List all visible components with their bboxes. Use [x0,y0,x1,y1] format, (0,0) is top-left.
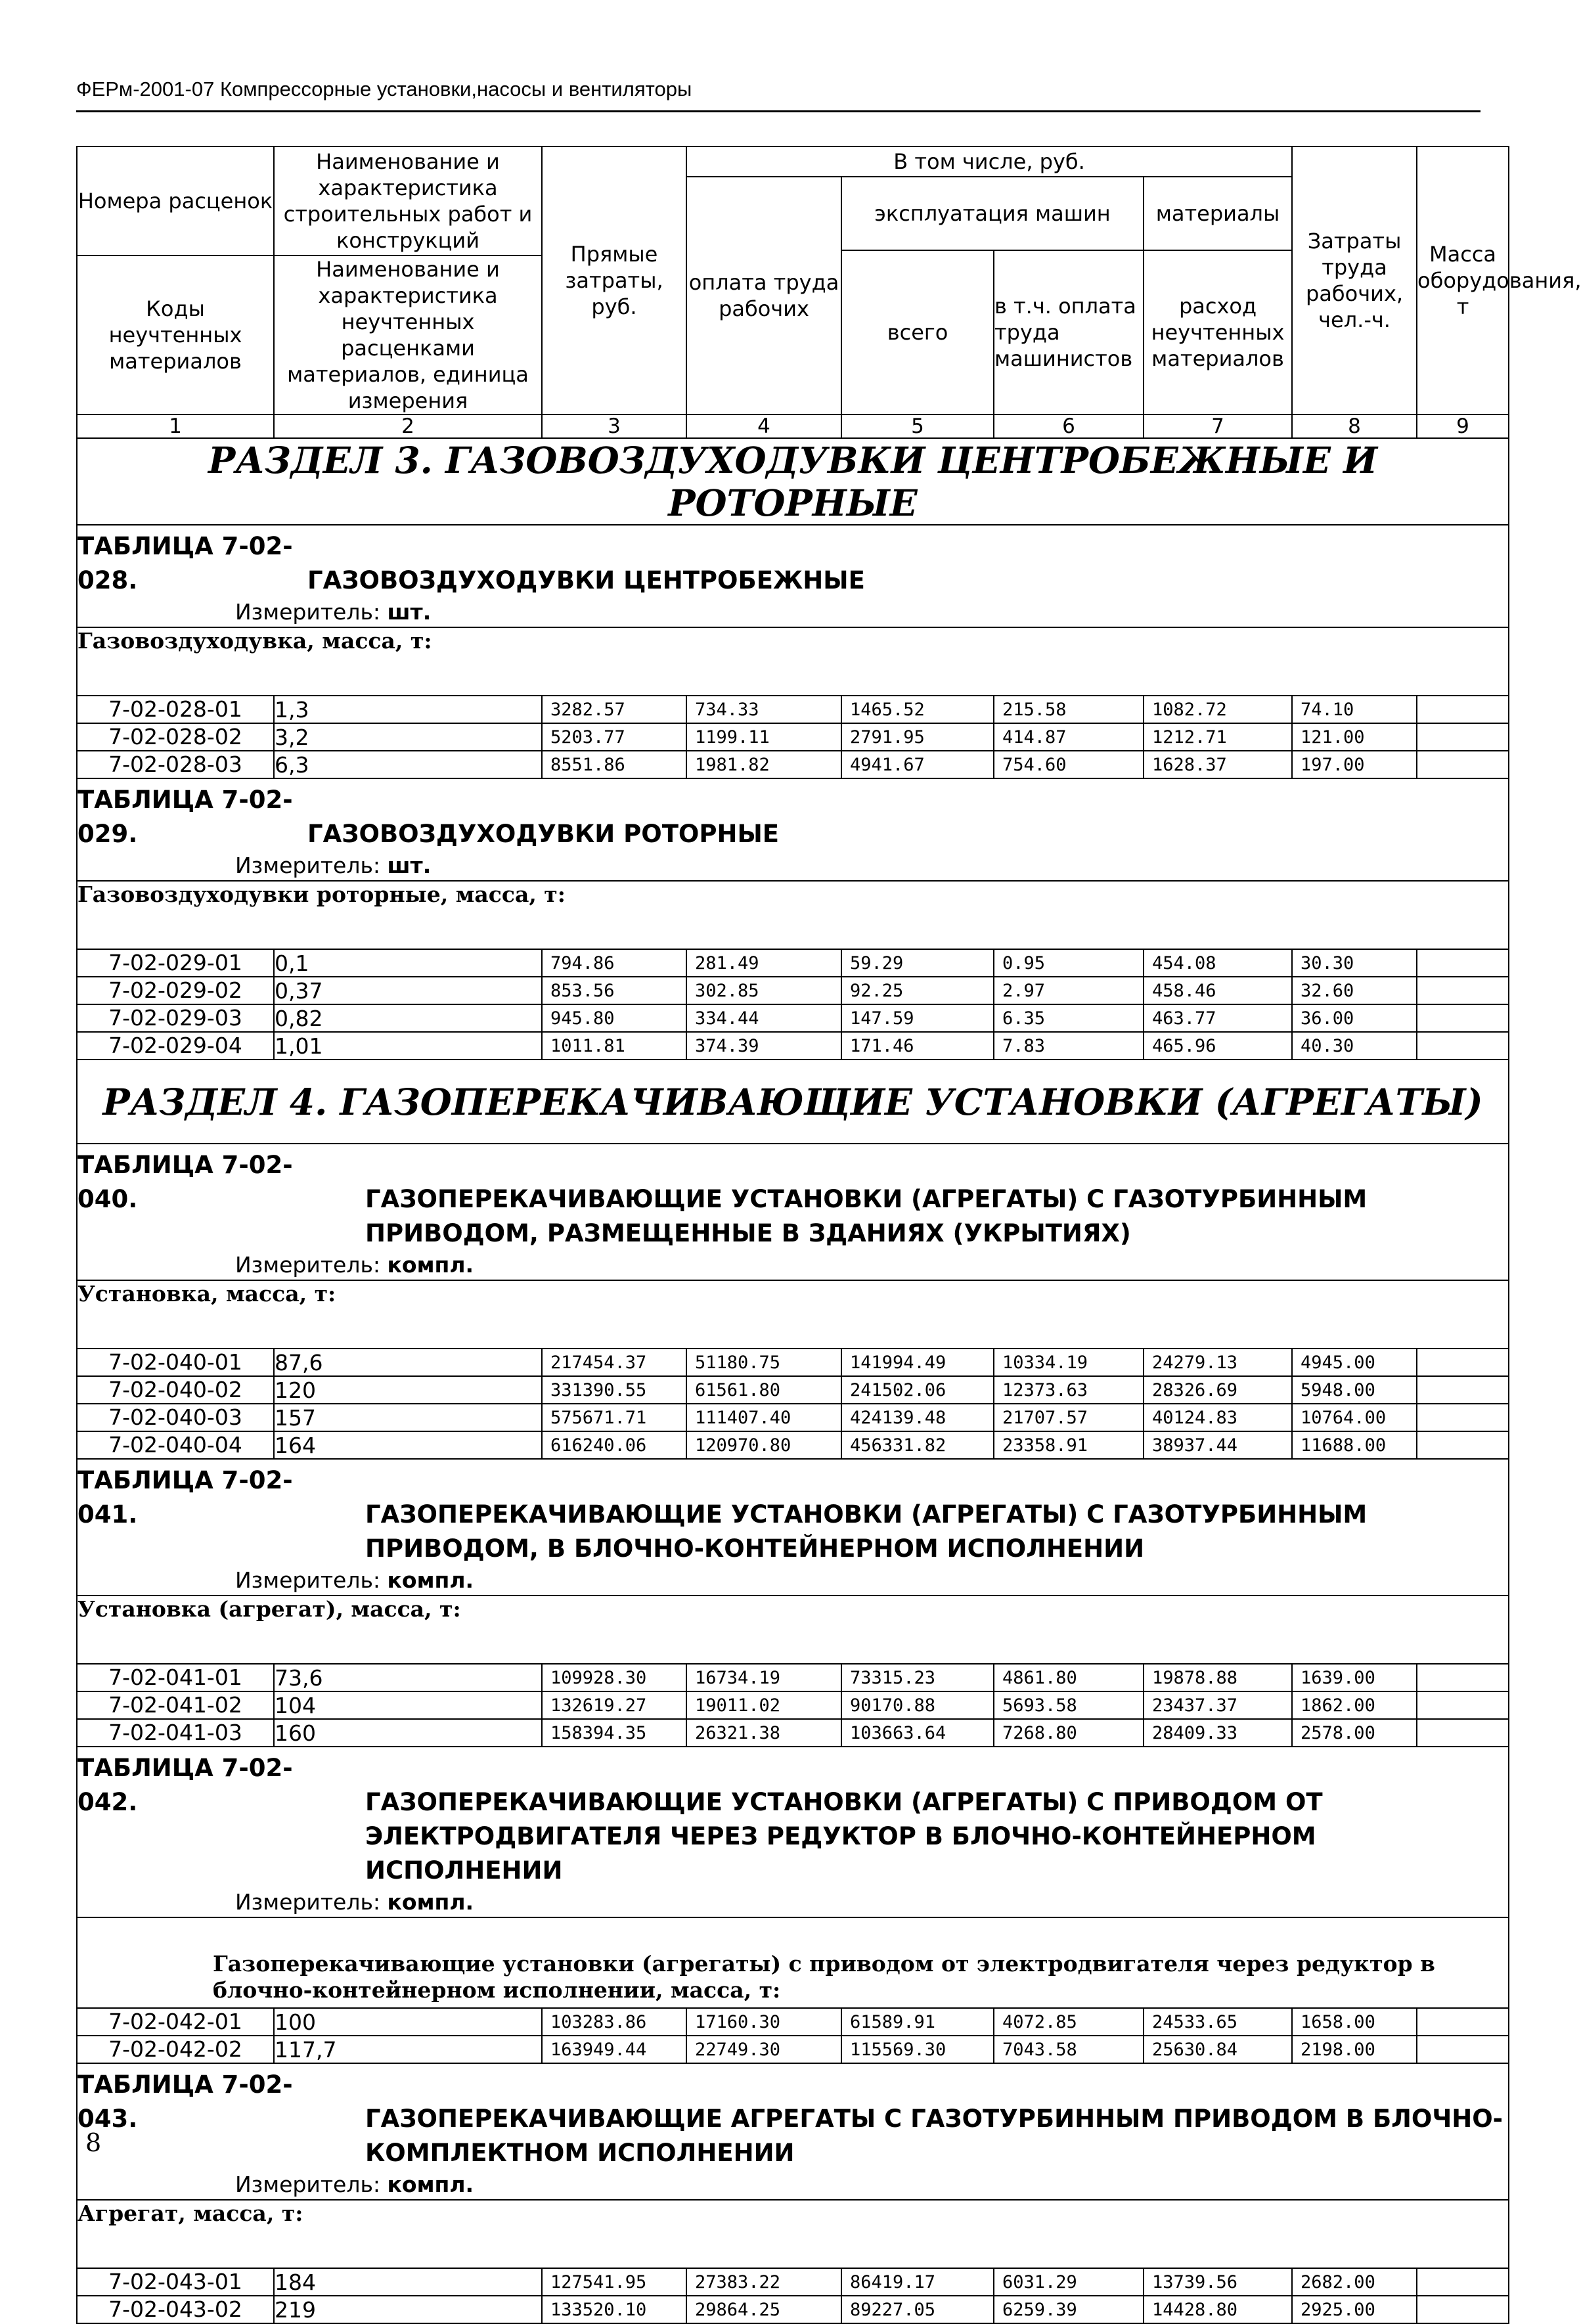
head-material-name: Наименование и характеристика неучтенных расценками материалов, единица измерения [274,256,542,414]
table-title-row [77,1144,1509,1280]
table-title-cell [77,1747,1509,1917]
head-work-name: Наименование и характеристика строительных работ и конструкций [274,146,542,256]
equipment-mass-cell [1417,1431,1509,1459]
rate-parameter: 117,7 [274,2036,542,2063]
rate-parameter: 0,37 [274,977,542,1004]
cell-value: 38937.44 [1144,1431,1292,1459]
equipment-mass-cell [1417,2268,1509,2296]
cell-value: 1465.52 [841,696,994,723]
table-title-cell [77,2063,1509,2200]
head-machines-total: всего [841,250,994,414]
cell-value: 5203.77 [542,723,686,751]
cell-value: 61589.91 [841,2008,994,2036]
column-number: 4 [686,414,841,438]
table-row [77,1404,1509,1431]
rate-code: 7-02-029-03 [77,1004,274,1032]
cell-value: 6.35 [994,1004,1144,1032]
rate-code: 7-02-040-04 [77,1431,274,1459]
table-title-row [77,778,1509,881]
cell-value: 90170.88 [841,1691,994,1719]
equipment-mass-cell [1417,2296,1509,2323]
cell-value: 103663.64 [841,1719,994,1747]
group-row [77,627,1509,696]
cell-value: 2925.00 [1292,2296,1417,2323]
table-meter [78,851,1508,880]
head-worker-pay: оплата труда рабочих [686,177,841,414]
head-equipment-mass: Масса оборудования, т [1417,146,1509,414]
cell-value: 5693.58 [994,1691,1144,1719]
column-number: 7 [1144,414,1292,438]
meter-label: Измеритель: [235,2172,381,2197]
table-row [77,1004,1509,1032]
rate-parameter: 100 [274,2008,542,2036]
table-title [78,1460,1508,1566]
table-code: ТАБЛИЦА 7-02-043. [78,2070,293,2133]
rate-parameter: 73,6 [274,1664,542,1691]
table-title-row [77,525,1509,627]
meter-unit: компл. [387,1567,474,1593]
cell-value: 132619.27 [542,1691,686,1719]
page-number: 8 [85,2128,102,2157]
rate-code: 7-02-040-01 [77,1349,274,1376]
cell-value: 32.60 [1292,977,1417,1004]
cell-value: 40124.83 [1144,1404,1292,1431]
rate-code: 7-02-029-02 [77,977,274,1004]
table-row [77,2296,1509,2323]
rate-parameter: 0,1 [274,949,542,977]
cell-value: 1011.81 [542,1032,686,1060]
equipment-mass-cell [1417,1404,1509,1431]
head-material-codes: Коды неучтенных материалов [77,256,274,414]
rate-parameter: 87,6 [274,1349,542,1376]
cell-value: 1628.37 [1144,751,1292,778]
cell-value: 794.86 [542,949,686,977]
cell-value: 1212.71 [1144,723,1292,751]
group-row [77,1596,1509,1664]
table-row [77,1664,1509,1691]
rate-parameter: 157 [274,1404,542,1431]
table-name: ГАЗОВОЗДУХОДУВКИ ЦЕНТРОБЕЖНЫЕ [307,566,865,594]
rate-code: 7-02-043-01 [77,2268,274,2296]
meter-unit: компл. [387,1889,474,1915]
group-heading: Газоперекачивающие установки (агрегаты) с приводом от электродвигателя через редуктор в блочно-контейнерном исполнении, масса, т: [77,1917,1509,2008]
meter-unit: шт. [387,599,432,625]
head-direct-costs: Прямые затраты, руб. [542,146,686,414]
cell-value: 1658.00 [1292,2008,1417,2036]
group-heading: Установка (агрегат), масса, т: [77,1596,1509,1664]
table-title-row [77,1747,1509,1917]
meter-unit: компл. [387,2172,474,2197]
column-number: 3 [542,414,686,438]
equipment-mass-cell [1417,751,1509,778]
head-labor-costs: Затраты труда рабочих, чел.-ч. [1292,146,1417,414]
cell-value: 616240.06 [542,1431,686,1459]
equipment-mass-cell [1417,1032,1509,1060]
cell-value: 754.60 [994,751,1144,778]
rate-code: 7-02-042-01 [77,2008,274,2036]
table-name: ГАЗОПЕРЕКАЧИВАЮЩИЕ УСТАНОВКИ (АГРЕГАТЫ) С ГАЗОТУРБИННЫМ ПРИВОДОМ, В БЛОЧНО-КОНТЕЙНЕРНОМ ИСПОЛНЕНИИ [365,1500,1368,1563]
table-meter [78,598,1508,627]
cell-value: 7268.80 [994,1719,1144,1747]
table-title [78,1144,1508,1251]
cell-value: 4861.80 [994,1664,1144,1691]
table-name: ГАЗОПЕРЕКАЧИВАЮЩИЕ УСТАНОВКИ (АГРЕГАТЫ) С ПРИВОДОМ ОТ ЭЛЕКТРОДВИГАТЕЛЯ ЧЕРЕЗ РЕДУКТОР В БЛОЧНО-КОНТЕЙНЕРНОМ ИСПОЛНЕНИИ [365,1788,1323,1885]
cell-value: 51180.75 [686,1349,841,1376]
cell-value: 141994.49 [841,1349,994,1376]
meter-label: Измеритель: [235,1889,381,1915]
rate-code: 7-02-041-03 [77,1719,274,1747]
rate-parameter: 219 [274,2296,542,2323]
equipment-mass-cell [1417,1004,1509,1032]
head-machinist-pay: в т.ч. оплата труда машинистов [994,250,1144,414]
equipment-mass-cell [1417,723,1509,751]
equipment-mass-cell [1417,1719,1509,1747]
cell-value: 23358.91 [994,1431,1144,1459]
rate-parameter: 1,3 [274,696,542,723]
section-row [77,1060,1509,1144]
group-heading: Установка, масса, т: [77,1280,1509,1349]
group-heading: Агрегат, масса, т: [77,2200,1509,2268]
table-row [77,1349,1509,1376]
cell-value: 89227.05 [841,2296,994,2323]
cell-value: 1639.00 [1292,1664,1417,1691]
table-code: ТАБЛИЦА 7-02-042. [78,1754,293,1816]
cell-value: 12373.63 [994,1376,1144,1404]
table-title [78,1747,1508,1888]
cell-value: 334.44 [686,1004,841,1032]
group-row [77,881,1509,949]
head-unaccounted-materials: расход неучтенных материалов [1144,250,1292,414]
cell-value: 424139.48 [841,1404,994,1431]
column-number: 9 [1417,414,1509,438]
cell-value: 10764.00 [1292,1404,1417,1431]
cell-value: 40.30 [1292,1032,1417,1060]
cell-value: 217454.37 [542,1349,686,1376]
table-title [78,2064,1508,2170]
cell-value: 414.87 [994,723,1144,751]
rate-code: 7-02-029-01 [77,949,274,977]
rate-code: 7-02-041-01 [77,1664,274,1691]
cell-value: 463.77 [1144,1004,1292,1032]
cell-value: 115569.30 [841,2036,994,2063]
cell-value: 120970.80 [686,1431,841,1459]
rate-code: 7-02-028-03 [77,751,274,778]
rate-parameter: 120 [274,1376,542,1404]
cell-value: 61561.80 [686,1376,841,1404]
head-including: В том числе, руб. [686,146,1292,177]
column-numbers-row [77,414,1509,438]
table-row [77,1032,1509,1060]
cell-value: 4072.85 [994,2008,1144,2036]
column-number: 2 [274,414,542,438]
table-row [77,1719,1509,1747]
equipment-mass-cell [1417,2036,1509,2063]
rate-parameter: 164 [274,1431,542,1459]
cell-value: 458.46 [1144,977,1292,1004]
cell-value: 2791.95 [841,723,994,751]
cell-value: 2198.00 [1292,2036,1417,2063]
cell-value: 163949.44 [542,2036,686,2063]
cell-value: 331390.55 [542,1376,686,1404]
rate-code: 7-02-040-03 [77,1404,274,1431]
cell-value: 8551.86 [542,751,686,778]
cell-value: 74.10 [1292,696,1417,723]
cell-value: 19011.02 [686,1691,841,1719]
cell-value: 24533.65 [1144,2008,1292,2036]
rate-code: 7-02-029-04 [77,1032,274,1060]
rate-code: 7-02-043-02 [77,2296,274,2323]
cell-value: 14428.80 [1144,2296,1292,2323]
meter-label: Измеритель: [235,1252,381,1278]
table-title [78,779,1508,851]
cell-value: 6259.39 [994,2296,1144,2323]
table-code: ТАБЛИЦА 7-02-028. [78,532,293,594]
cell-value: 158394.35 [542,1719,686,1747]
head-machines: эксплуатация машин [841,177,1144,250]
cell-value: 281.49 [686,949,841,977]
equipment-mass-cell [1417,2008,1509,2036]
cell-value: 22749.30 [686,2036,841,2063]
meter-label: Измеритель: [235,1567,381,1593]
cell-value: 945.80 [542,1004,686,1032]
cell-value: 454.08 [1144,949,1292,977]
cell-value: 29864.25 [686,2296,841,2323]
cell-value: 103283.86 [542,2008,686,2036]
rate-code: 7-02-041-02 [77,1691,274,1719]
table-row [77,2008,1509,2036]
table-meter [78,1566,1508,1595]
rate-code: 7-02-028-01 [77,696,274,723]
group-heading: Газовоздуходувки роторные, масса, т: [77,881,1509,949]
cell-value: 2578.00 [1292,1719,1417,1747]
rate-parameter: 184 [274,2268,542,2296]
cell-value: 25630.84 [1144,2036,1292,2063]
rate-parameter: 104 [274,1691,542,1719]
table-name: ГАЗОПЕРЕКАЧИВАЮЩИЕ АГРЕГАТЫ С ГАЗОТУРБИННЫМ ПРИВОДОМ В БЛОЧНО-КОМПЛЕКТНОМ ИСПОЛНЕНИИ [365,2105,1503,2167]
table-title-cell [77,525,1509,627]
cell-value: 13739.56 [1144,2268,1292,2296]
table-name: ГАЗОПЕРЕКАЧИВАЮЩИЕ УСТАНОВКИ (АГРЕГАТЫ) С ГАЗОТУРБИННЫМ ПРИВОДОМ, РАЗМЕЩЕННЫЕ В ЗДАНИЯХ (УКРЫТИЯХ) [365,1185,1368,1247]
cell-value: 241502.06 [841,1376,994,1404]
cell-value: 86419.17 [841,2268,994,2296]
cell-value: 23437.37 [1144,1691,1292,1719]
cell-value: 6031.29 [994,2268,1144,2296]
table-title [78,525,1508,598]
cell-value: 197.00 [1292,751,1417,778]
cell-value: 215.58 [994,696,1144,723]
group-heading: Газовоздуходувка, масса, т: [77,627,1509,696]
rate-code: 7-02-040-02 [77,1376,274,1404]
table-meter [78,1888,1508,1917]
table-title-row [77,1459,1509,1596]
table-row [77,751,1509,778]
table-title-cell [77,1144,1509,1280]
equipment-mass-cell [1417,1376,1509,1404]
cell-value: 4941.67 [841,751,994,778]
table-row [77,1691,1509,1719]
cell-value: 734.33 [686,696,841,723]
head-rate-numbers: Номера расценок [77,146,274,256]
cell-value: 465.96 [1144,1032,1292,1060]
rate-parameter: 1,01 [274,1032,542,1060]
cell-value: 7.83 [994,1032,1144,1060]
rate-parameter: 0,82 [274,1004,542,1032]
cell-value: 111407.40 [686,1404,841,1431]
equipment-mass-cell [1417,1664,1509,1691]
table-name: ГАЗОВОЗДУХОДУВКИ РОТОРНЫЕ [307,820,780,848]
cell-value: 302.85 [686,977,841,1004]
rate-parameter: 160 [274,1719,542,1747]
cell-value: 36.00 [1292,1004,1417,1032]
rate-code: 7-02-042-02 [77,2036,274,2063]
cell-value: 575671.71 [542,1404,686,1431]
table-title-row [77,2063,1509,2200]
cell-value: 28326.69 [1144,1376,1292,1404]
cell-value: 17160.30 [686,2008,841,2036]
cell-value: 73315.23 [841,1664,994,1691]
cell-value: 127541.95 [542,2268,686,2296]
rate-parameter: 6,3 [274,751,542,778]
cell-value: 59.29 [841,949,994,977]
table-code: ТАБЛИЦА 7-02-040. [78,1151,293,1213]
cell-value: 1981.82 [686,751,841,778]
table-row [77,696,1509,723]
table-code: ТАБЛИЦА 7-02-029. [78,786,293,848]
cell-value: 2682.00 [1292,2268,1417,2296]
group-row [77,2200,1509,2268]
group-row [77,1917,1509,2008]
column-number: 5 [841,414,994,438]
cell-value: 1199.11 [686,723,841,751]
equipment-mass-cell [1417,977,1509,1004]
meter-label: Измеритель: [235,853,381,878]
cell-value: 19878.88 [1144,1664,1292,1691]
cell-value: 27383.22 [686,2268,841,2296]
column-number: 6 [994,414,1144,438]
cell-value: 5948.00 [1292,1376,1417,1404]
table-row [77,2036,1509,2063]
meter-label: Измеритель: [235,599,381,625]
table-title-cell [77,778,1509,881]
meter-unit: шт. [387,853,432,878]
table-row [77,949,1509,977]
cell-value: 1862.00 [1292,1691,1417,1719]
equipment-mass-cell [1417,949,1509,977]
head-materials: материалы [1144,177,1292,250]
cell-value: 456331.82 [841,1431,994,1459]
cell-value: 21707.57 [994,1404,1144,1431]
meter-unit: компл. [387,1252,474,1278]
equipment-mass-cell [1417,1691,1509,1719]
cell-value: 0.95 [994,949,1144,977]
column-number: 1 [77,414,274,438]
cell-value: 28409.33 [1144,1719,1292,1747]
cell-value: 4945.00 [1292,1349,1417,1376]
cell-value: 92.25 [841,977,994,1004]
section-title: РАЗДЕЛ 4. ГАЗОПЕРЕКАЧИВАЮЩИЕ УСТАНОВКИ (АГРЕГАТЫ) [77,1060,1509,1144]
table-row [77,1431,1509,1459]
cell-value: 853.56 [542,977,686,1004]
table-title-cell [77,1459,1509,1596]
rate-parameter: 3,2 [274,723,542,751]
table-row [77,1376,1509,1404]
cell-value: 16734.19 [686,1664,841,1691]
header-rule [76,110,1481,112]
equipment-mass-cell [1417,696,1509,723]
cell-value: 133520.10 [542,2296,686,2323]
cell-value: 24279.13 [1144,1349,1292,1376]
equipment-mass-cell [1417,1349,1509,1376]
table-row [77,2268,1509,2296]
table-row [77,723,1509,751]
cell-value: 30.30 [1292,949,1417,977]
table-meter [78,2170,1508,2199]
cell-value: 7043.58 [994,2036,1144,2063]
cell-value: 374.39 [686,1032,841,1060]
document-header: ФЕРм-2001-07 Компрессорные установки,насосы и вентиляторы [76,78,692,101]
table-meter [78,1251,1508,1280]
cell-value: 147.59 [841,1004,994,1032]
table-code: ТАБЛИЦА 7-02-041. [78,1466,293,1529]
cell-value: 11688.00 [1292,1431,1417,1459]
column-number: 8 [1292,414,1417,438]
cell-value: 1082.72 [1144,696,1292,723]
cell-value: 26321.38 [686,1719,841,1747]
cell-value: 2.97 [994,977,1144,1004]
section-row [77,438,1509,525]
cell-value: 10334.19 [994,1349,1144,1376]
rate-code: 7-02-028-02 [77,723,274,751]
cell-value: 121.00 [1292,723,1417,751]
table-row [77,977,1509,1004]
cell-value: 3282.57 [542,696,686,723]
rates-table [76,146,1581,2324]
cell-value: 171.46 [841,1032,994,1060]
group-row [77,1280,1509,1349]
cell-value: 109928.30 [542,1664,686,1691]
section-title: РАЗДЕЛ 3. ГАЗОВОЗДУХОДУВКИ ЦЕНТРОБЕЖНЫЕ И РОТОРНЫЕ [77,438,1509,525]
